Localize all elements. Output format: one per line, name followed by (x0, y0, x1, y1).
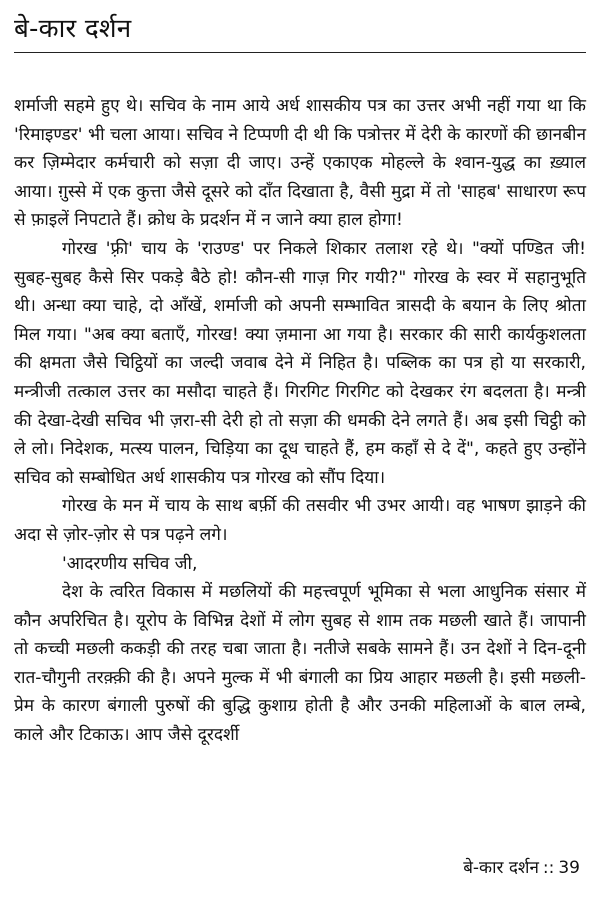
body-text (14, 92, 586, 750)
letter-salutation: 'आदरणीय सचिव जी, (62, 553, 198, 574)
page-number: 39 (558, 858, 580, 878)
paragraph-3: गोरख के मन में चाय के साथ बर्फ़ी की तसवीर भी उभर आयी। वह भाषण झाड़ने की अदा से ज़ोर-ज़ोर से पत्र पढ़ने लगे। (14, 496, 586, 545)
letter-body: देश के त्वरित विकास में मछलियों की महत्त्वपूर्ण भूमिका से भला आधुनिक संसार में कौन अपरिचित है। यूरोप के विभिन्न देशों में लोग सुबह से शाम तक मछली खाते हैं। जापानी तो कच्ची मछली ककड़ी की तरह चबा जाता है। नतीजे सबके सामने हैं। उन देशों ने दिन-दूनी रात-चौगुनी तरक़्क़ी की है। अपने मुल्क में भी बंगाली का प्रिय आहार मछली है। इसी मछली-प्रेम के कारण बंगाली पुरुषों की बुद्धि कुशाग्र होती है और उनकी महिलाओं के बाल लम्बे, काले और टिकाऊ। आप जैसे दूरदर्शी (14, 582, 586, 746)
page-footer (463, 856, 580, 880)
page-header (14, 12, 586, 53)
chapter-title: बे-कार दर्शन (14, 14, 132, 44)
header-rule (14, 52, 586, 53)
footer-separator: :: (542, 858, 555, 878)
running-title: बे-कार दर्शन (463, 858, 539, 878)
paragraph-2: गोरख 'फ़्री' चाय के 'राउण्ड' पर निकले शिकार तलाश रहे थे। "क्यों पण्डित जी! सुबह-सुबह कैसे सिर पकड़े बैठे हो! कौन-सी गाज़ गिर गयी?" गोरख के स्वर में सहानुभूति थी। अन्धा क्या चाहे, दो आँखें, शर्माजी को अपनी सम्भावित त्रासदी के बयान के लिए श्रोता मिल गया। "अब क्या बताएँ, गोरख! क्या ज़माना आ गया है। सरकार की सारी कार्यकुशलता की क्षमता जैसे चिट्ठियों का जल्दी जवाब देने में निहित है। पब्लिक का पत्र हो या सरकारी, मन्त्रीजी तत्काल उत्तर का मसौदा चाहते हैं। गिरगिट गिरगिट को देखकर रंग बदलता है। मन्त्री की देखा-देखी सचिव भी ज़रा-सी देरी हो तो सज़ा की धमकी देने लगते हैं। अब इसी चिट्ठी को ले लो। निदेशक, मत्स्य पालन, चिड़िया का दूध चाहते हैं, हम कहाँ से दे दें", कहते हुए उन्होंने सचिव को सम्बोधित अर्ध शासकीय पत्र गोरख को सौंप दिया। (14, 238, 586, 488)
paragraph-1: शर्माजी सहमे हुए थे। सचिव के नाम आये अर्ध शासकीय पत्र का उत्तर अभी नहीं गया था कि 'रिमाइण्डर' भी चला आया। सचिव ने टिप्पणी दी थी कि पत्रोत्तर में देरी के कारणों की छानबीन कर ज़िम्मेदार कर्मचारी को सज़ा दी जाए। उन्हें एकाएक मोहल्ले के श्वान-युद्ध का ख़्याल आया। ग़ुस्से में एक कुत्ता जैसे दूसरे को दाँत दिखाता है, वैसी मुद्रा में तो 'साहब' साधारण रूप से फ़ाइलें निपटाते हैं। क्रोध के प्रदर्शन में न जाने क्या हाल होगा! (14, 96, 586, 231)
